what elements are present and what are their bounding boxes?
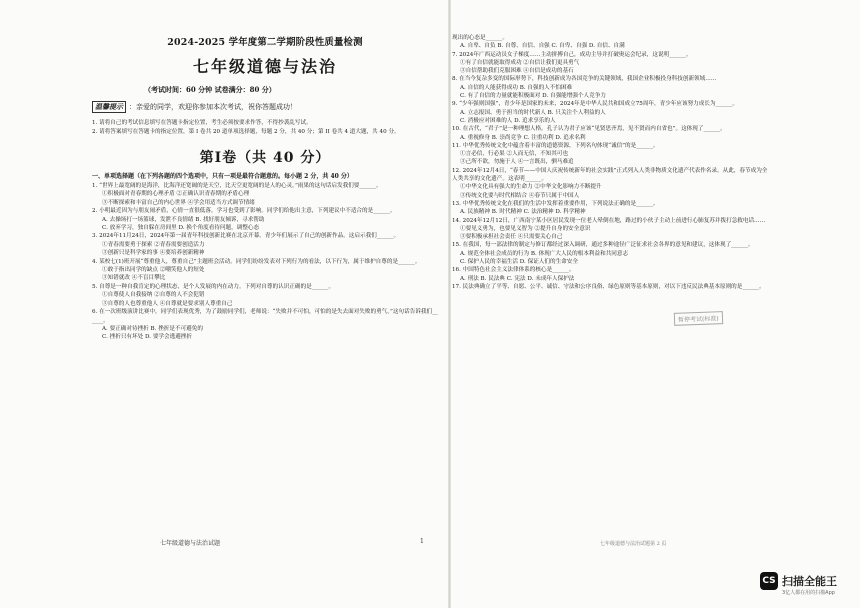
question-block [452, 200, 768, 217]
left-column [92, 34, 438, 554]
question-option: ③己所不欲，勿施于人 ④一言既出，驷马难追 [460, 159, 574, 166]
question-text: 10. 在古代，“君子”是一种理想人格。孔子认为君子应该“见贤思齐焉，见不贤而内自省也”。这体现了______。 [452, 126, 726, 133]
question-block [452, 217, 768, 242]
question-text: 5. 自尊是一种自我肯定的心理状态，是个人发展的内在动力。下列对自尊的认识正确的是______。 [92, 283, 335, 290]
question-option: ①积极面对青春期的心理矛盾 ②正确认识青春期的矛盾心理 [102, 191, 250, 198]
question-block [92, 308, 438, 342]
question-block [452, 266, 768, 283]
page-number: 1 [420, 538, 424, 545]
question-option: ①中华文化具有强大的生命力 ②中华文化影响力不断提升 [460, 184, 602, 191]
question-option: C. 放弃学习，独自躲在房间里 D. 换个角度看待问题，调整心态 [102, 225, 260, 232]
question-option: C. 保护人民的幸福生活 D. 保证人们的生命安全 [460, 259, 578, 266]
right-column [452, 34, 768, 554]
notice-1: 1. 请将自己的考试信息填写在答题卡指定位置，考生必须按要求作答，不得抄袭乱写试。 [92, 120, 312, 126]
scanner-brand: 扫描全能王 [782, 575, 837, 588]
subject-title: 七年级道德与法治 [192, 57, 337, 76]
exam-meta: （考试时间：60 分钟 试卷满分：80 分） [144, 85, 276, 94]
question-option: A. 自卑、自负 B. 自尊、自信、自强 C. 自卑、自强 D. 自信、自满 [460, 43, 625, 50]
question-option: C. 有了自信的力量就能积极面对 D. 自强能增强个人竞争力 [460, 93, 606, 100]
question-block [92, 283, 438, 308]
exam-stamp: 暂停考试(标准) [674, 311, 723, 326]
question-option: A. 自信的人能获得成功 B. 自强的人不怕困难 [460, 84, 573, 91]
tips-stamp: 温馨提示 [92, 101, 126, 113]
question-block [452, 167, 768, 200]
question-option: ③不断探索和丰富自己的内心世界 ④学会用适当方式调节情绪 [102, 199, 255, 206]
question-option: ③要积极承担社会责任 ④只需要关心自己 [460, 234, 563, 241]
question-block [452, 241, 768, 266]
question-option: ③知错就改 ④不盲目攀比 [102, 275, 166, 282]
question-option: ③传统文化要与时代相结合 ④春节只属于中国人 [460, 192, 580, 199]
question-block [452, 100, 768, 125]
question-option: ③自尊的人也尊重他人 ④自尊就是要求别人尊重自己 [102, 300, 233, 307]
question-option: ③创新只是科学家的事 ④要培养创新精神 [102, 250, 205, 257]
question-text: 1. “世界上最宽阔的是海洋，比海洋还宽阔的是天空，比天空更宽阔的是人的心灵。”雨果的这句话启发我们要______。 [92, 183, 382, 189]
question-option: A. 民族精神 B. 时代精神 C. 法治精神 D. 科学精神 [460, 209, 586, 216]
question-option: ①有了自信就能取得成功 ②自信让我们更具勇气 [460, 59, 580, 66]
question-text: 2. 小明最近因为与朋友闹矛盾，心情一直很低落，学习也受到了影响。同学们给他出主意，下列建议中不适合的是______。 [92, 208, 396, 215]
question-text: 现出的心态是______。 [452, 35, 508, 41]
section-heading: 一、单项选择题（在下列各题的四个选项中，只有一项是最符合题意的。每小题 2 分，共 40 分） [92, 173, 353, 180]
question-text: 12. 2024年12月4日，“春节——中国人庆祝传统新年的社会实践”正式列入人类非物质文化遗产代表作名录。从此，春节成为全人类共享的文化遗产。这表明______。 [452, 167, 768, 183]
question-option: C. 挫折只有坏处 D. 要学会逃避挫折 [102, 334, 192, 341]
question-block [92, 207, 438, 232]
question-option: ①自尊使人自我接纳 ②自尊的人不会犯错 [102, 292, 205, 299]
footer-right: 七年级道德与法治试题第 2 页 [600, 541, 667, 547]
question-option: A. 重视修身 B. 崇尚竞争 C. 注重功利 D. 追求名利 [460, 134, 586, 141]
tips-line [92, 101, 438, 113]
exam-title: 2024-2025 学年度第二学期阶段性质量检测 [167, 37, 363, 48]
question-block [92, 258, 438, 283]
question-option: A. 要正确对待挫折 B. 挫折是不可避免的 [102, 325, 203, 332]
footer-left: 七年级道德与法治试题 [160, 540, 221, 547]
question-text: 13. 中华优秀传统文化在我们的生活中发挥着重要作用，下列说法正确的是______。 [452, 200, 659, 207]
question-text: 6. 在一次班级演讲比赛中，同学们表现优秀，为了鼓励同学们，老师说：“失败并不可怕，可怕的是失去面对失败的勇气。”这句话告诉我们______。 [92, 309, 438, 324]
question-text: 11. 中华优秀传统文化中蕴含着丰富的道德资源，下列名句体现“诚信”的是______。 [452, 142, 659, 149]
question-text: 3. 2024年11月24日，2024年第一届青年科技创新比赛在北京开幕。青少年们展示了自己的创新作品。这启示我们______。 [92, 233, 400, 240]
question-option: ③自信帮助我们克服困难 ④自信是成功的基石 [460, 68, 574, 75]
question-block [452, 142, 768, 167]
question-block [452, 75, 768, 100]
question-option: ①青春需要勇于探索 ②青春需要创造活力 [102, 241, 205, 248]
scanner-watermark [760, 572, 837, 596]
question-option: A. 规范全体社会成员的行为 B. 体现广大人民的根本利益和共同意志 [460, 250, 629, 257]
scanner-tagline: 3亿人都在用的扫描App [782, 590, 835, 596]
question-text: 7. 2024年广西运动员女子梯度……主动拼搏自己，成功主导并打破奥运会纪录，这说明______。 [452, 51, 692, 58]
question-block [452, 125, 768, 142]
question-block [452, 51, 768, 76]
page-fold [448, 0, 451, 608]
part1-title: 第Ⅰ卷（共 40 分） [199, 150, 331, 166]
question-text: 8. 在当今复杂多变的国际形势下，科技创新成为各国竞争的关键领域，我国企业积极投身科技创新领域…… [452, 76, 717, 83]
question-option: A. 去操场打一场篮球，发泄不良情绪 B. 找好朋友倾诉，寻求帮助 [102, 216, 265, 223]
question-text: 9. “少年强则国强”，青少年是国家的未来，2024年是中华人民共和国成立75周年，青少年应该努力成长为______。 [452, 101, 738, 108]
question-block [92, 232, 438, 257]
question-text: 15. 在我国，每一部法律的制定与修订都经过深入调研，通过多种途径广泛征求社会各界的意见和建议，这体现了______。 [452, 242, 754, 249]
question-option: ①敢于指出同学的缺点 ②嘲笑他人的短处 [102, 267, 205, 274]
question-option: C. 消极应对困难的人 D. 追求享乐的人 [460, 117, 556, 124]
question-text: 17. 民法典确立了平等、自愿、公平、诚信、守法和公序良俗、绿色原则等基本原则，对以下违反民法典基本原则的是______。 [452, 283, 765, 290]
camscanner-logo-icon: CS [760, 572, 778, 590]
question-block [92, 182, 438, 207]
tips-text: ：亲爱的同学，欢迎你参加本次考试，祝你答题成功！ [129, 103, 297, 111]
question-text: 16. 中国特色社会主义法律体系的核心是______。 [452, 267, 575, 274]
question-text: 14. 2024年12月12日，广西南宁某小区居民发现一位老人晕倒在地，路过的小伙子主动上前进行心肺复苏并拨打急救电话…… [452, 217, 766, 224]
question-option: ①言必信，行必果 ②人而无信，不知其可也 [460, 151, 569, 158]
question-option: A. 刑法 B. 民法典 C. 宪法 D. 未成年人保护法 [460, 275, 575, 282]
question-block [452, 283, 768, 291]
notice-2: 2. 请将答案填写在答题卡的指定位置，第 I 卷共 20 道单项选择题，每题 2 分，共 40 分；第 II 卷共 4 道大题，共 40 分。 [92, 129, 400, 135]
question-text: 4. 某校七(1)班开展“尊重他人，尊重自己”主题班会活动。同学们纷纷发表对下列行为的看法，以下行为，属于维护自尊的是______。 [92, 258, 421, 265]
question-block [452, 34, 768, 51]
question-option: A. 立志报国、勇于担当的时代新人 B. 只关注个人利益的人 [460, 109, 606, 116]
question-option: ①要见义勇为，也要见义智为 ②提升自身的安全意识 [460, 225, 591, 232]
